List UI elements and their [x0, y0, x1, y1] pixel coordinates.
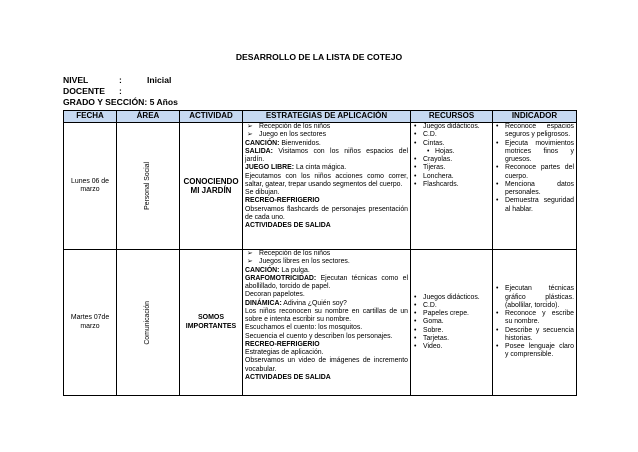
- list-item: • Lonchera.: [413, 173, 490, 181]
- recursos-cell: [411, 250, 493, 396]
- arrow-bullet-icon: ➢: [247, 131, 253, 139]
- list-item: RECREO-REFRIGERIO: [245, 340, 320, 348]
- indicador-cell: [493, 123, 577, 250]
- fecha-cell: Lunes 06 de marzo: [64, 123, 117, 250]
- list-item: Estrategias de aplicación.: [245, 349, 324, 356]
- arrow-bullet-icon: ➢: [247, 250, 253, 257]
- area-cell: [117, 250, 180, 396]
- list-item: • Reconoce y escribe su nombre.: [495, 310, 574, 327]
- list-item: Observamos un video de imágenes de incremento vocabular.: [245, 357, 408, 373]
- nivel-label: NIVEL: [63, 75, 89, 85]
- docente-separator: :: [119, 86, 122, 97]
- list-item: ➢ Recepción de los niños: [247, 250, 331, 257]
- estrategias-cell: [243, 123, 411, 250]
- list-item: Escuchamos el cuento: los mosquitos.: [245, 324, 363, 332]
- recursos-cell: [411, 123, 493, 250]
- list-item: • Posee lenguaje claro y comprensible.: [495, 343, 574, 360]
- actividad-cell: SOMOS IMPORTANTES: [180, 250, 243, 396]
- list-item: • Demuestra seguridad al hablar.: [495, 197, 574, 214]
- fecha-cell: Martes 07de marzo: [64, 250, 117, 396]
- list-item: • Hojas.: [413, 148, 490, 156]
- list-item: Los niños reconocen su nombre en cartillas de un sobre e intenta escribir su nombre.: [245, 307, 408, 323]
- list-item: • Sobre.: [413, 327, 490, 335]
- document-title: DESARROLLO DE LA LISTA DE COTEJO: [235, 52, 403, 62]
- actividad-cell: CONOCIENDO MI JARDÍN: [180, 123, 243, 250]
- list-item: • Tarjetas.: [413, 335, 490, 343]
- header-estrategias: ESTRATEGIAS DE APLICACIÓN: [243, 111, 411, 123]
- checklist-table: [63, 110, 577, 396]
- header-area: ÁREA: [117, 111, 180, 123]
- list-item: Secuencia el cuento y describen los personajes.: [245, 332, 393, 340]
- list-item: Observamos flashcards de personajes presentación de cada uno.: [245, 205, 408, 221]
- list-item: • Crayolas.: [413, 156, 490, 164]
- list-item: CANCIÓN: Bienvenidos.: [245, 139, 321, 147]
- grado-row: [63, 97, 178, 108]
- estrategias-cell: [243, 250, 411, 396]
- area-cell: [117, 123, 180, 250]
- nivel-value: Inicial: [147, 75, 172, 85]
- list-item: • Reconoce espacios seguros y peligrosos.: [495, 123, 574, 140]
- area-label: Comunicación: [143, 300, 151, 345]
- list-item: • Papeles crepe.: [413, 310, 490, 318]
- list-item: CANCIÓN: La pulga.: [245, 266, 310, 274]
- list-item: DINÁMICA: Adivina ¿Quién soy?: [245, 299, 347, 307]
- header-indicador: INDICADOR: [493, 111, 577, 123]
- arrow-bullet-icon: ➢: [247, 123, 253, 130]
- list-item: ➢ Juegos libres en los sectores.: [247, 258, 350, 266]
- list-item: • Tijeras.: [413, 164, 490, 172]
- list-item: • Ejecuta movimientos motrices finos y gruesos.: [495, 140, 574, 165]
- list-item: GRAFOMOTRICIDAD: Ejecutan técnicas como el abollillado, torcido de papel.: [245, 274, 408, 290]
- list-item: • Describe y secuencia historias.: [495, 327, 574, 344]
- nivel-separator: :: [119, 75, 122, 85]
- docente-label: DOCENTE: [63, 86, 106, 97]
- header-actividad: ACTIVIDAD: [180, 111, 243, 123]
- list-item: • Juegos didácticos.: [413, 123, 490, 131]
- table-row: [64, 250, 577, 396]
- indicador-cell: [493, 250, 577, 396]
- area-label: Personal Social: [143, 162, 151, 210]
- table-header-row: [64, 111, 577, 123]
- nivel-row: [63, 75, 178, 86]
- grado-value: 5 Años: [149, 97, 178, 108]
- list-item: • Goma.: [413, 318, 490, 326]
- docente-row: [63, 86, 178, 97]
- arrow-bullet-icon: ➢: [247, 258, 253, 266]
- list-item: ACTIVIDADES DE SALIDA: [245, 373, 331, 381]
- list-item: • Video.: [413, 343, 490, 351]
- list-item: SALIDA: Visitamos con los niños espacios del jardín.: [245, 147, 408, 163]
- list-item: Se dibujan.: [245, 189, 280, 196]
- list-item: • Ejecutan técnicas gráfico plásticas. (abollilar, torcido).: [495, 285, 574, 310]
- header-fecha: FECHA: [64, 111, 117, 123]
- list-item: Ejecutamos con los niños acciones como correr, saltar, gatear, trepar usando segmentos del cuerpo.: [245, 172, 408, 188]
- list-item: • Cintas.: [413, 140, 490, 148]
- list-item: • Flashcards.: [413, 181, 490, 189]
- list-item: Decoran papelotes.: [245, 291, 305, 299]
- list-item: • Reconoce partes del cuerpo.: [495, 164, 574, 181]
- grado-label: GRADO Y SECCIÓN:: [63, 97, 148, 108]
- table-row: [64, 123, 577, 250]
- list-item: JUEGO LIBRE: La cinta mágica.: [245, 164, 347, 172]
- header-recursos: RECURSOS: [411, 111, 493, 123]
- list-item: • C.D.: [413, 302, 490, 310]
- list-item: • Juegos didácticos.: [413, 294, 490, 302]
- list-item: RECREO-REFRIGERIO: [245, 197, 320, 205]
- list-item: ➢ Recepción de los niños: [247, 123, 331, 130]
- list-item: • Menciona datos personales.: [495, 181, 574, 198]
- list-item: ACTIVIDADES DE SALIDA: [245, 222, 331, 229]
- header-info: [63, 75, 178, 109]
- list-item: • C.D.: [413, 131, 490, 139]
- list-item: ➢ Juego en los sectores: [247, 131, 327, 139]
